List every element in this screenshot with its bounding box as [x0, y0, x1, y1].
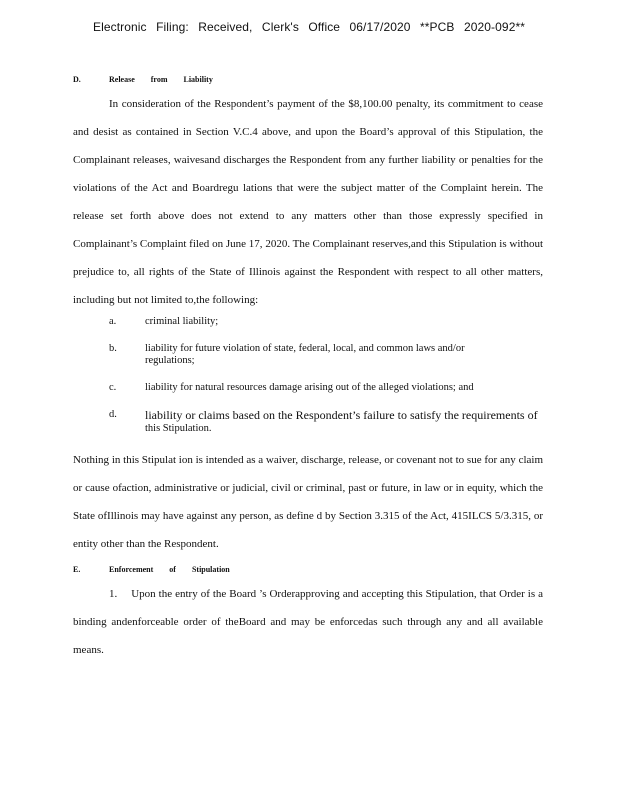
section-e-letter: E.	[73, 565, 81, 574]
list-item-text: criminal liability;	[145, 316, 219, 327]
list-marker: d.	[109, 409, 117, 420]
list-item	[73, 382, 543, 394]
list-item-text: liability or claims based on the Respondent’s failure to satisfy the requirements of this Stipulation.	[145, 408, 538, 434]
list-marker: c.	[109, 382, 117, 393]
reserved-rights-list	[73, 316, 543, 435]
document-body	[73, 70, 543, 664]
section-d-title: Release from Liability	[109, 75, 213, 84]
section-e-heading	[73, 560, 543, 580]
list-marker: b.	[109, 343, 117, 354]
section-d-letter: D.	[73, 75, 81, 84]
efiling-header: Electronic Filing: Received, Clerk's Office 06/17/2020 **PCB 2020-092**	[92, 20, 526, 34]
non-waiver-paragraph: Nothing in this Stipulat ion is intended as a waiver, discharge, release, or covenant not to sue for any claim or cause ofaction, administrative or judicial, civil or criminal, past or future, in law or in equity, which the State ofIllinois may have against any person, as define d by Section 3.315 of the Act, 415ILCS 5/3.315, or entity other than the Respondent.	[73, 454, 543, 550]
list-item	[73, 409, 543, 435]
list-item-text: liability for natural resources damage arising out of the alleged violations; and	[145, 382, 474, 393]
section-d-heading	[73, 70, 543, 90]
list-item-text: liability for future violation of state, federal, local, and common laws and/or regulations;	[145, 343, 465, 366]
enforcement-paragraph: 1. Upon the entry of the Board ’s Orderapproving and accepting this Stipulation, that Order is a binding andenforceable order of theBoard and may be enforcedas such through any and all available means.	[73, 588, 543, 656]
list-marker: a.	[109, 316, 117, 327]
list-item	[73, 316, 543, 328]
list-item	[73, 343, 543, 367]
release-paragraph: In consideration of the Respondent’s payment of the $8,100.00 penalty, its commitment to cease and desist as contained in Section V.C.4 above, and upon the Board’s approval of this Stipulation, the Complainant releases, waivesand discharges the Respondent from any further liability or penalties for the violations of the Act and Boardregu lations that were the subject matter of the Complaint herein. The release set forth above does not extend to any matters other than those expressly specified in Complainant’s Complaint filed on June 17, 2020. The Complainant reserves,and this Stipulation is without prejudice to, all rights of the State of Illinois against the Respondent with respect to all other matters, including but not limited to,the following:	[73, 98, 543, 306]
section-e-title: Enforcement of Stipulation	[109, 565, 230, 574]
